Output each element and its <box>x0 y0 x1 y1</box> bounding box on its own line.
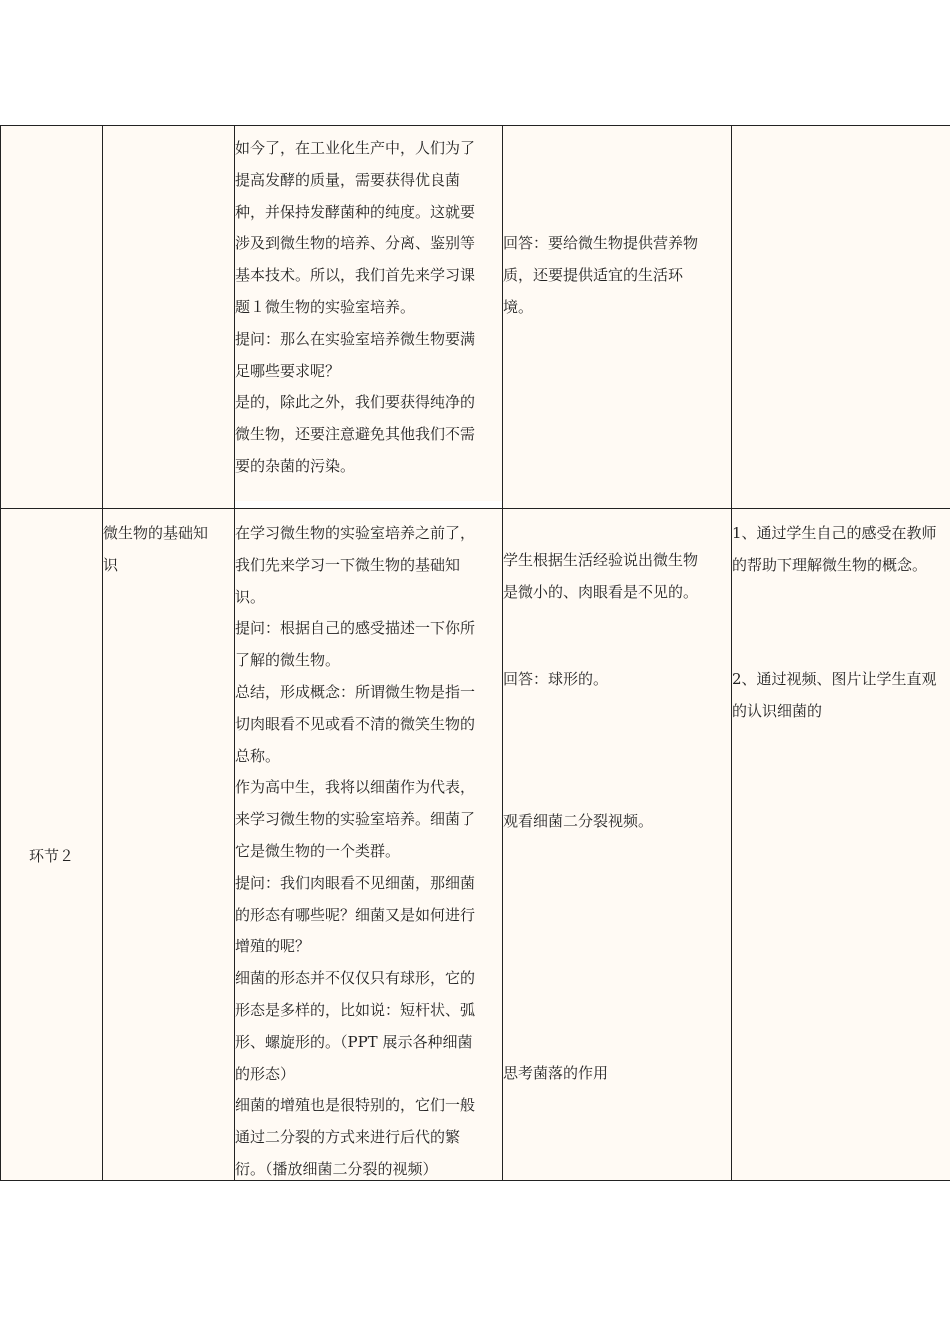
row2-content-cell <box>103 509 234 1180</box>
student-line: 是微小的、肉眼看是不见的。 <box>503 583 699 601</box>
student-line: 观看细菌二分裂视频。 <box>503 812 654 830</box>
column-divider <box>731 125 732 1181</box>
row2-stage-cell <box>1 509 102 1180</box>
intent-line: 2、通过视频、图片让学生直观 <box>732 670 937 688</box>
teacher-line: 种，并保持发酵菌种的纯度。这就要 <box>235 202 476 221</box>
column-divider <box>0 125 1 1181</box>
table-border-top <box>0 125 950 126</box>
teacher-line: 了解的微生物。 <box>235 651 341 670</box>
teacher-line: 的形态） <box>235 1064 296 1083</box>
student-line: 回答：球形的。 <box>503 670 609 688</box>
column-divider <box>102 125 103 1181</box>
teacher-line: 提问：那么在实验室培养微生物要满 <box>235 329 476 348</box>
student-line: 思考菌落的作用 <box>503 1064 609 1082</box>
teacher-line: 细菌的形态并不仅仅只有球形，它的 <box>235 969 476 988</box>
row2-student-cell <box>503 509 731 1180</box>
intent-line: 的认识细菌的 <box>732 702 823 720</box>
intent-line: 的帮助下理解微生物的概念。 <box>732 556 928 574</box>
content-line: 微生物的基础知 <box>103 524 209 542</box>
student-line: 境。 <box>503 297 534 316</box>
teacher-line: 它是微生物的一个类群。 <box>235 841 401 860</box>
content-line: 识 <box>103 555 119 574</box>
student-line: 回答：要给微生物提供营养物 <box>503 234 699 252</box>
teacher-line: 细菌的增殖也是很特别的，它们一般 <box>235 1096 476 1115</box>
teacher-line: 要的杂菌的污染。 <box>235 456 356 475</box>
row-divider <box>0 508 950 509</box>
row1-student-cell <box>503 126 731 508</box>
teacher-line: 提问：根据自己的感受描述一下你所 <box>235 619 476 638</box>
row1-intent-cell <box>732 126 950 508</box>
teacher-line: 的形态有哪些呢？细菌又是如何进行 <box>235 905 476 924</box>
student-line: 学生根据生活经验说出微生物 <box>503 551 699 569</box>
teacher-line: 提问：我们肉眼看不见细菌，那细菌 <box>235 873 476 892</box>
teacher-line: 形、螺旋形的。（PPT 展示各种细菌 <box>235 1032 473 1051</box>
column-divider <box>234 125 235 1181</box>
teacher-line: 基本技术。所以，我们首先来学习课 <box>235 266 476 285</box>
row1-teacher-cell <box>235 126 502 501</box>
teacher-line: 形态是多样的，比如说：短杆状、弧 <box>235 1000 476 1019</box>
teacher-line: 是的，除此之外，我们要获得纯净的 <box>235 393 476 412</box>
teacher-line: 识。 <box>235 587 266 606</box>
row1-content-cell <box>103 126 234 508</box>
teacher-line: 足哪些要求呢？ <box>235 361 341 380</box>
stage-label: 环节２ <box>29 847 75 865</box>
teacher-line: 总结，形成概念：所谓微生物是指一 <box>235 682 476 701</box>
row2-intent-cell <box>732 509 950 1180</box>
teacher-line: 涉及到微生物的培养、分离、鉴别等 <box>235 234 476 253</box>
teacher-line: 总称。 <box>235 746 281 765</box>
teacher-line: 在学习微生物的实验室培养之前了， <box>235 524 476 542</box>
teacher-line: 如今了，在工业化生产中，人们为了 <box>235 139 476 157</box>
intent-line: 1、通过学生自己的感受在教师 <box>732 524 937 542</box>
teacher-line: 作为高中生，我将以细菌作为代表， <box>235 778 476 797</box>
table-border-bottom <box>0 1180 950 1181</box>
column-divider <box>502 125 503 1181</box>
teacher-line: 衍。（播放细菌二分裂的视频） <box>235 1159 438 1178</box>
teacher-line: 我们先来学习一下微生物的基础知 <box>235 555 461 574</box>
teacher-line: 题１微生物的实验室培养。 <box>235 297 416 316</box>
row2-teacher-cell <box>235 509 502 1180</box>
row1-stage-cell <box>1 126 102 508</box>
teacher-line: 微生物，还要注意避免其他我们不需 <box>235 425 476 444</box>
teacher-line: 通过二分裂的方式来进行后代的繁 <box>235 1128 461 1147</box>
teacher-line: 提高发酵的质量，需要获得优良菌 <box>235 170 461 189</box>
teacher-line: 来学习微生物的实验室培养。细菌了 <box>235 810 476 829</box>
student-line: 质，还要提供适宜的生活环 <box>503 265 684 284</box>
teacher-line: 增殖的呢？ <box>235 937 311 956</box>
teacher-line: 切肉眼看不见或看不清的微笑生物的 <box>235 714 476 733</box>
